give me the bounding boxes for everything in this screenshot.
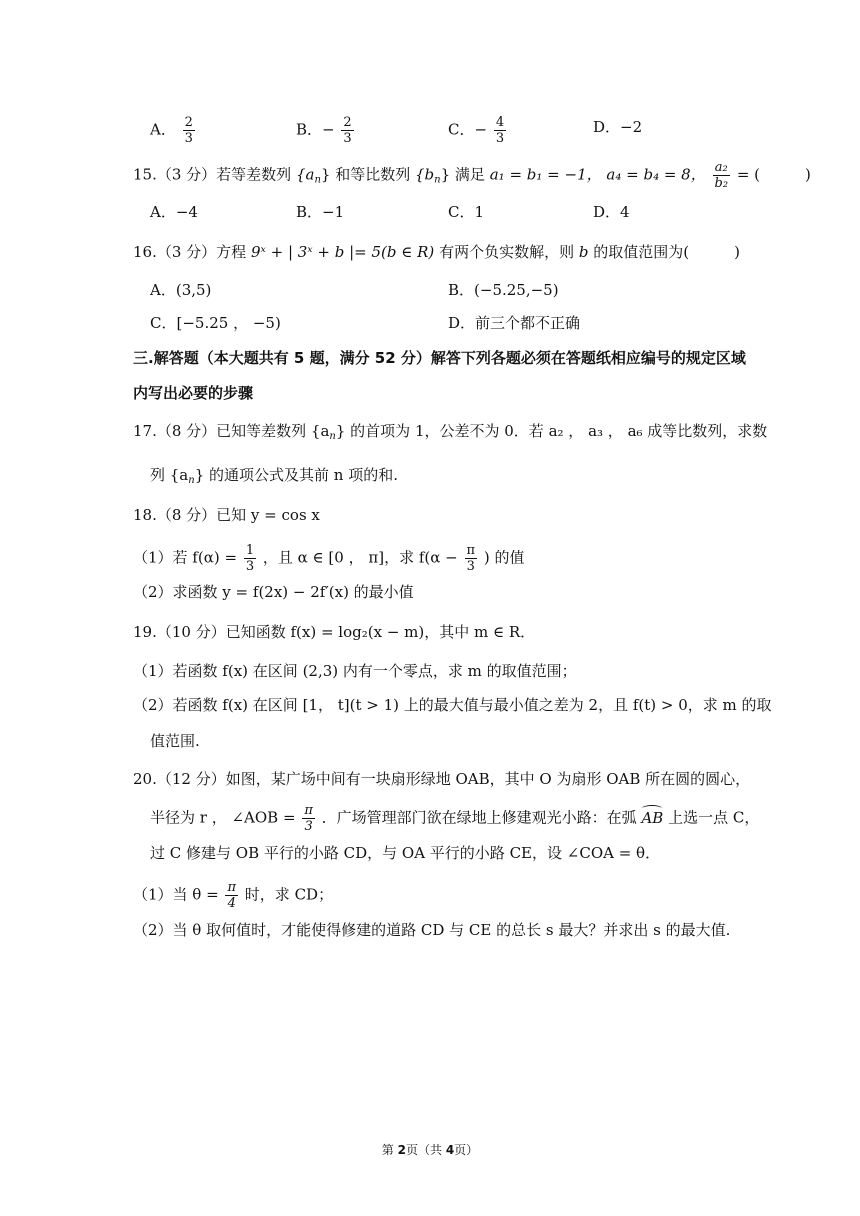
q15-option-c [448,202,484,222]
numerator: 4 [495,115,505,130]
option-label: B． [296,120,323,139]
option-value: −2 [620,118,643,136]
numerator: π [466,543,476,558]
question-text: （1）若 f(α) = [133,548,238,567]
fraction [341,115,353,146]
q17-line2 [150,465,398,491]
denominator: b₂ [714,176,729,191]
q19-part1: （1）若函数 f(x) 在区间 (2,3) 内有一个零点，求 m 的取值范围； [133,662,577,680]
fraction [302,803,315,834]
option-value: −1 [322,203,345,221]
denominator: 3 [343,131,352,146]
option-label: B． [296,203,323,221]
option-value: 1 [474,203,485,221]
fraction [244,543,256,574]
q20-part1 [133,880,333,911]
fraction [465,543,478,574]
option-label: C． [448,203,475,221]
section-heading-cont: 内写出必要的步骤 [133,384,254,402]
question-text: } 的通项公式及其前 n 项的和. [194,466,398,484]
answer-blank: 的取值范围为( ) [593,243,740,261]
numerator: π [227,880,237,895]
page-footer [0,1141,860,1158]
q16-option-c [150,313,281,333]
footer-text: 页（共 [405,1143,446,1157]
question-text: ) 的值 [483,548,525,567]
minus-sign: − [474,120,488,139]
option-label: A． [150,281,176,299]
question-text: 列 {a [150,466,189,484]
option-label: A． [150,120,176,139]
q16-option-b [448,280,559,300]
q18-part1 [133,543,524,574]
numerator: 1 [245,543,255,558]
denominator: 3 [466,559,475,574]
question-text: 上选一点 C， [668,808,760,827]
fraction [713,160,731,191]
q14-option-d [593,117,642,137]
question-text: 半径为 r ， ∠AOB = [150,808,296,827]
q14-option-b [296,115,356,146]
question-text: } 的首项为 1，公差不为 0．若 a₂ ， a₃ ， a₆ 成等比数列，求数 [335,422,768,440]
q20-line2 [150,803,759,834]
option-value: 4 [620,203,630,221]
q19-part2: （2）若函数 f(x) 在区间 [1， t](t > 1) 上的最大值与最小值之差为 2，且 f(t) > 0，求 m 的取 [133,696,772,714]
question-text: 若等差数列 [216,165,292,184]
q19-part2-cont: 值范围. [150,732,200,750]
option-label: D． [448,314,476,332]
numerator: 2 [184,115,193,130]
equation: 9ˣ + | 3ˣ + b |= 5(b ∈ R) [250,243,435,261]
numerator: π [304,803,313,818]
numerator: 2 [343,115,352,130]
option-value: (3,5) [175,281,212,299]
sequence-a: {a [295,165,315,184]
option-value: (−5.25,−5) [474,281,559,299]
question-text: 有两个负实数解，则 [439,243,575,261]
footer-text: 第 [381,1143,398,1157]
q20-line3: 过 C 修建与 OB 平行的小路 CD，与 OA 平行的小路 CE，设 ∠COA = θ． [150,844,661,862]
sequence-b: {b [415,165,435,184]
fraction [494,115,506,146]
option-label: A． [150,203,176,221]
option-value: 前三个都不正确 [475,314,581,332]
question-text: } 满足 [440,165,485,184]
option-label: C． [448,120,475,139]
q20-line1: 20.（12 分）如图，某广场中间有一块扇形绿地 OAB，其中 O 为扇形 OAB 所在圆的圆心， [133,770,751,788]
subscript: n [314,174,321,186]
subscript: n [188,475,195,486]
q16-option-d [448,313,580,333]
arc-ab: AB [641,808,664,827]
total-pages: 4 [445,1143,455,1157]
section-heading: 三.解答题（本大题共有 5 题，满分 52 分）解答下列各题必须在答题纸相应编号的规定区域 [133,349,746,367]
denominator: 3 [245,559,255,574]
minus-sign: − [322,120,335,139]
denominator: 3 [304,819,313,834]
question-number: 15. [133,165,157,184]
question-text: ．广场管理部门欲在绿地上修建观光小路：在弧 [321,808,637,827]
q20-part2: （2）当 θ 取何值时，才能使得修建的道路 CD 与 CE 的总长 s 最大？并求出 s 的最大值. [133,921,731,939]
page-number: 2 [397,1143,406,1157]
subscript: n [329,431,336,442]
q19-stem: 19.（10 分）已知函数 f(x) = log₂(x − m)，其中 m ∈ R． [133,623,536,641]
q15-option-b [296,202,344,222]
q15-stem [133,160,811,191]
q16-option-a [150,280,211,300]
denominator: 4 [227,896,236,911]
question-text: 方程 [216,243,247,261]
option-label: D． [593,118,621,136]
question-text: 时，求 CD； [244,885,334,904]
question-score: （3 分） [156,165,217,184]
subscript: n [434,174,441,186]
q15-option-a [150,202,198,222]
option-value: −4 [175,203,198,221]
question-text: ，且 α ∈ [0 ， π]，求 f(α − [262,548,458,567]
variable: b [578,243,589,261]
q16-stem [133,242,740,262]
question-text: } 和等比数列 [320,165,411,184]
denominator: 3 [184,131,193,146]
q17-line1 [133,421,767,447]
option-label: D． [593,203,621,221]
option-value: [−5.25 ， −5) [176,314,281,332]
q14-option-c [448,115,508,146]
fraction [183,115,195,146]
condition: a₄ = b₄ = 8， [606,165,706,184]
question-score: （3 分） [156,243,217,261]
answer-blank: = ( ) [736,165,811,184]
fraction [225,880,238,911]
q14-option-a [150,115,197,146]
option-label: C． [150,314,177,332]
condition: a₁ = b₁ = −1， [489,165,602,184]
footer-text: 页） [454,1143,479,1157]
option-label: B． [448,281,475,299]
question-text: （1）当 θ = [133,885,219,904]
question-text: 17.（8 分）已知等差数列 {a [133,422,330,440]
numerator: a₂ [713,160,731,176]
q18-stem: 18.（8 分）已知 y = cos x [133,506,320,524]
question-number: 16. [133,243,157,261]
q18-part2: （2）求函数 y = f(2x) − 2f′(x) 的最小值 [133,583,414,601]
q15-option-d [593,202,630,222]
denominator: 3 [495,131,505,146]
